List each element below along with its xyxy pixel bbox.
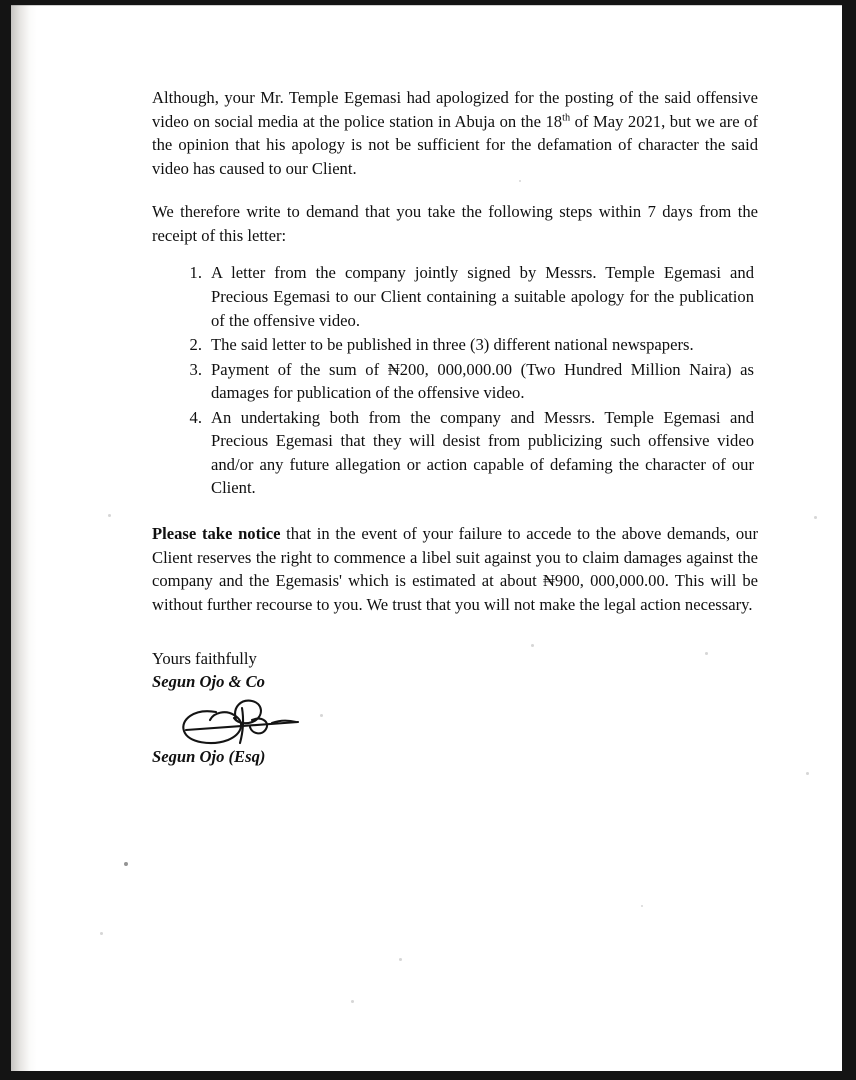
- list-item: [176, 358, 754, 405]
- scan-shadow-strip: [11, 5, 37, 1071]
- firm-name: Segun Ojo & Co: [152, 671, 265, 691]
- list-item-number: 4.: [189, 407, 202, 427]
- list-item-text: Payment of the sum of ₦200, 000,000.00 (Two Hundred Million Naira) as damages for publication of the offensive video.: [211, 359, 754, 403]
- paragraph-apology: [152, 86, 758, 180]
- signature-block: [152, 648, 382, 769]
- scan-speck: [351, 1000, 354, 1003]
- list-item-text: The said letter to be published in three (3) different national newspapers.: [211, 335, 694, 355]
- scan-speck: [100, 932, 103, 935]
- letter-body: [152, 86, 758, 616]
- ordinal-suffix: th: [562, 112, 571, 124]
- list-item-text: A letter from the company jointly signed by Messrs. Temple Egemasi and Precious Egemasi to our Client containing a suitable apology for the publication of the offensive video.: [211, 263, 754, 330]
- list-item-number: 1.: [189, 263, 202, 283]
- signatory-name: Segun Ojo (Esq): [152, 746, 266, 766]
- take-notice-text: that in the event of your failure to accede to the above demands, our Client reserves the right to commence a libel suit against you to claim damages against the company and the Egemasis' which is estimated at about ₦900, 000,000.00. This will be without further recourse to you. We trust that you will not make the legal action necessary.: [152, 524, 758, 614]
- scan-edge-bottom: [0, 1071, 856, 1080]
- scan-speck: [108, 514, 111, 517]
- apology-text-lead: Although, your Mr. Temple Egemasi had apologized for the posting of the said offensive video on social media at the police station in Abuja on the 18: [152, 88, 758, 131]
- list-item: [176, 261, 754, 332]
- scan-edge-left: [0, 0, 11, 1080]
- apology-text-rest: of May 2021, but we are of the opinion that his apology is not be sufficient for the defamation of character the said video has caused to our Client.: [152, 111, 758, 178]
- list-item-number: 2.: [189, 335, 202, 355]
- list-item: [176, 333, 754, 357]
- scan-speck: [814, 516, 817, 519]
- paragraph-take-notice: [152, 522, 758, 616]
- scan-speck: [399, 958, 402, 961]
- list-item-number: 3.: [189, 359, 202, 379]
- scan-speck: [806, 772, 809, 775]
- scan-speck: [641, 905, 643, 907]
- scan-edge-right: [842, 0, 856, 1080]
- list-item-text: An undertaking both from the company and Messrs. Temple Egemasi and Precious Egemasi that they will desist from publicizing such offensive video and/or any future allegation or action capable of defaming the character of our Client.: [211, 407, 754, 498]
- scan-speck: [531, 644, 534, 647]
- scan-speck: [124, 862, 128, 866]
- take-notice-emphasis: Please take notice: [152, 524, 281, 543]
- list-item: [176, 406, 754, 500]
- scan-edge-top: [0, 0, 856, 5]
- handwritten-signature-icon: [152, 700, 382, 746]
- closing-salutation: Yours faithfully: [152, 649, 257, 668]
- paragraph-demand-intro: We therefore write to demand that you take the following steps within 7 days from the receipt of this letter:: [152, 202, 758, 245]
- scan-hairline: [11, 5, 842, 6]
- demand-list: [176, 261, 754, 500]
- scan-speck: [705, 652, 708, 655]
